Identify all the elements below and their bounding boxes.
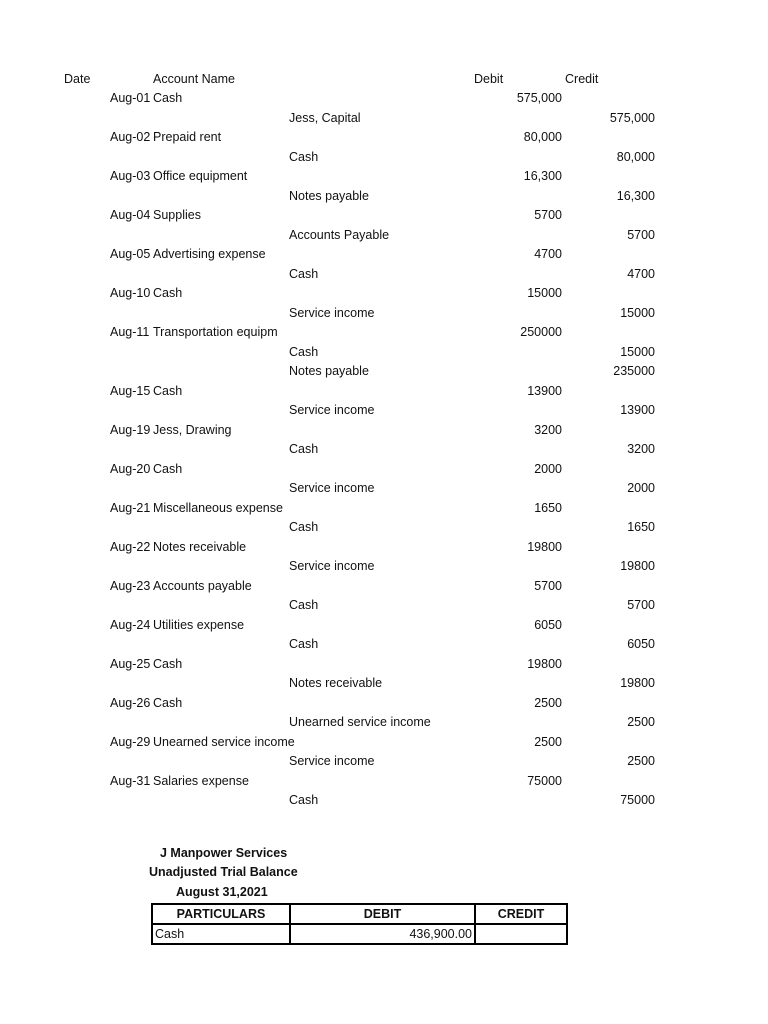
- debit-amount: 13900: [527, 383, 562, 398]
- credit-amount: 15000: [620, 305, 655, 320]
- journal-credit-row: [0, 635, 768, 654]
- credit-amount: 19800: [620, 676, 655, 690]
- journal-debit-row: [0, 733, 768, 752]
- journal-debit-row: [0, 616, 768, 635]
- trial-balance-header-row: [152, 904, 567, 924]
- journal-credit-row: [0, 187, 768, 206]
- credit-account: Service income: [289, 481, 375, 495]
- journal-credit-row: [0, 713, 768, 732]
- journal-debit-row: [0, 206, 768, 225]
- debit-account: Accounts payable: [153, 578, 252, 593]
- journal-credit-row: [0, 362, 768, 381]
- debit-amount: 19800: [527, 656, 562, 671]
- credit-account: Jess, Capital: [289, 110, 361, 125]
- report-date: August 31,2021: [176, 885, 268, 899]
- credit-cell: [475, 924, 567, 944]
- entry-date: Aug-26: [110, 695, 151, 710]
- credit-amount: 3200: [627, 442, 655, 456]
- credit-account: Cash: [289, 344, 319, 359]
- debit-amount: 250000: [520, 325, 562, 339]
- trial-balance-table: [151, 903, 568, 945]
- credit-account: Service income: [289, 403, 375, 417]
- debit-header: Debit: [474, 72, 504, 86]
- credit-account: Accounts Payable: [289, 227, 390, 242]
- journal-credit-row: [0, 109, 768, 128]
- company-name: J Manpower Services: [160, 846, 288, 860]
- credit-column-header: CREDIT: [475, 904, 567, 924]
- debit-amount: 3200: [534, 422, 562, 437]
- journal-debit-row: [0, 245, 768, 264]
- journal-credit-row: [0, 518, 768, 537]
- credit-account: Service income: [289, 305, 375, 320]
- debit-account: Utilities expense: [153, 617, 245, 632]
- journal-debit-row: [0, 323, 768, 342]
- journal-debit-row: [0, 655, 768, 674]
- entry-date: Aug-02: [110, 130, 151, 144]
- debit-amount: 16,300: [523, 169, 562, 183]
- debit-account: Supplies: [153, 208, 201, 222]
- entry-date: Aug-29: [110, 734, 151, 749]
- debit-account: Notes receivable: [153, 539, 247, 554]
- debit-account: Transportation equipm: [153, 325, 278, 339]
- credit-amount: 19800: [620, 559, 655, 573]
- journal-debit-row: [0, 167, 768, 186]
- entry-date: Aug-05: [110, 247, 151, 261]
- entry-date: Aug-20: [110, 461, 151, 476]
- debit-account: Jess, Drawing: [153, 422, 232, 437]
- credit-amount: 2500: [627, 754, 655, 768]
- journal-credit-row: [0, 226, 768, 245]
- credit-amount: 80,000: [616, 149, 655, 164]
- journal-debit-row: [0, 382, 768, 401]
- entry-date: Aug-04: [110, 208, 151, 222]
- credit-amount: 235000: [613, 364, 655, 378]
- debit-account: Salaries expense: [153, 773, 249, 788]
- journal-credit-row: [0, 343, 768, 362]
- credit-account: Notes payable: [289, 364, 369, 378]
- debit-amount: 75000: [527, 773, 562, 788]
- debit-account: Office equipment: [153, 169, 248, 183]
- debit-account: Unearned service income: [153, 734, 295, 749]
- debit-amount: 19800: [527, 539, 562, 554]
- entry-date: Aug-10: [110, 286, 151, 300]
- credit-amount: 575,000: [609, 110, 655, 125]
- credit-amount: 6050: [627, 637, 655, 651]
- credit-amount: 5700: [627, 598, 655, 612]
- journal-debit-row: [0, 128, 768, 147]
- debit-amount: 575,000: [516, 91, 562, 105]
- debit-account: Advertising expense: [153, 247, 266, 261]
- credit-amount: 2500: [627, 715, 655, 729]
- journal-debit-row: [0, 772, 768, 791]
- date-header: Date: [64, 72, 91, 86]
- entry-date: Aug-25: [110, 656, 151, 671]
- table-row: [152, 924, 567, 944]
- journal-credit-row: [0, 596, 768, 615]
- particulars-column-header: PARTICULARS: [152, 904, 290, 924]
- debit-amount: 2500: [534, 734, 562, 749]
- journal-credit-row: [0, 791, 768, 810]
- debit-amount: 2500: [534, 695, 562, 710]
- journal-credit-row: [0, 752, 768, 771]
- credit-account: Cash: [289, 520, 319, 534]
- debit-account: Prepaid rent: [153, 130, 222, 144]
- debit-account: Miscellaneous expense: [153, 500, 283, 515]
- debit-account: Cash: [153, 286, 183, 300]
- journal-credit-row: [0, 265, 768, 284]
- credit-account: Cash: [289, 149, 319, 164]
- credit-account: Unearned service income: [289, 715, 431, 729]
- journal-credit-row: [0, 440, 768, 459]
- credit-amount: 5700: [627, 227, 655, 242]
- debit-amount: 1650: [534, 500, 562, 515]
- credit-account: Notes payable: [289, 188, 369, 203]
- entry-date: Aug-31: [110, 773, 151, 788]
- entry-date: Aug-01: [110, 91, 151, 105]
- report-title: Unadjusted Trial Balance: [149, 865, 298, 879]
- journal-debit-row: [0, 284, 768, 303]
- entry-date: Aug-15: [110, 383, 151, 398]
- debit-amount: 2000: [534, 461, 562, 476]
- credit-amount: 75000: [620, 793, 655, 807]
- credit-amount: 16,300: [616, 188, 655, 203]
- journal-credit-row: [0, 674, 768, 693]
- account-name-header: Account Name: [153, 72, 235, 86]
- credit-account: Notes receivable: [289, 676, 383, 690]
- particulars-cell: Cash: [152, 924, 290, 944]
- journal-credit-row: [0, 148, 768, 167]
- debit-amount: 6050: [534, 617, 562, 632]
- journal-debit-row: [0, 538, 768, 557]
- journal-credit-row: [0, 401, 768, 420]
- debit-account: Cash: [153, 656, 183, 671]
- credit-header: Credit: [565, 72, 599, 86]
- entry-date: Aug-19: [110, 422, 151, 437]
- credit-account: Cash: [289, 266, 319, 281]
- debit-amount: 5700: [534, 578, 562, 593]
- credit-amount: 1650: [627, 520, 655, 534]
- credit-account: Cash: [289, 598, 319, 612]
- debit-account: Cash: [153, 461, 183, 476]
- journal-debit-row: [0, 577, 768, 596]
- journal-debit-row: [0, 421, 768, 440]
- credit-account: Cash: [289, 637, 319, 651]
- entry-date: Aug-23: [110, 578, 151, 593]
- debit-cell: 436,900.00: [290, 924, 475, 944]
- debit-account: Cash: [153, 91, 183, 105]
- journal-credit-row: [0, 557, 768, 576]
- entry-date: Aug-22: [110, 539, 151, 554]
- journal-debit-row: [0, 89, 768, 108]
- entry-date: Aug-11: [110, 325, 150, 339]
- journal-debit-row: [0, 499, 768, 518]
- credit-account: Service income: [289, 559, 375, 573]
- journal-debit-row: [0, 460, 768, 479]
- journal-credit-row: [0, 479, 768, 498]
- debit-account: Cash: [153, 695, 183, 710]
- credit-amount: 13900: [620, 403, 655, 417]
- debit-column-header: DEBIT: [290, 904, 475, 924]
- credit-amount: 15000: [620, 344, 655, 359]
- credit-account: Cash: [289, 793, 319, 807]
- credit-amount: 2000: [627, 481, 655, 495]
- debit-account: Cash: [153, 383, 183, 398]
- journal-credit-row: [0, 304, 768, 323]
- entry-date: Aug-24: [110, 617, 151, 632]
- debit-amount: 15000: [527, 286, 562, 300]
- journal-debit-row: [0, 694, 768, 713]
- credit-account: Cash: [289, 442, 319, 456]
- debit-amount: 5700: [534, 208, 562, 222]
- entry-date: Aug-03: [110, 169, 151, 183]
- debit-amount: 80,000: [523, 130, 562, 144]
- credit-amount: 4700: [627, 266, 655, 281]
- entry-date: Aug-21: [110, 500, 151, 515]
- credit-account: Service income: [289, 754, 375, 768]
- debit-amount: 4700: [534, 247, 562, 261]
